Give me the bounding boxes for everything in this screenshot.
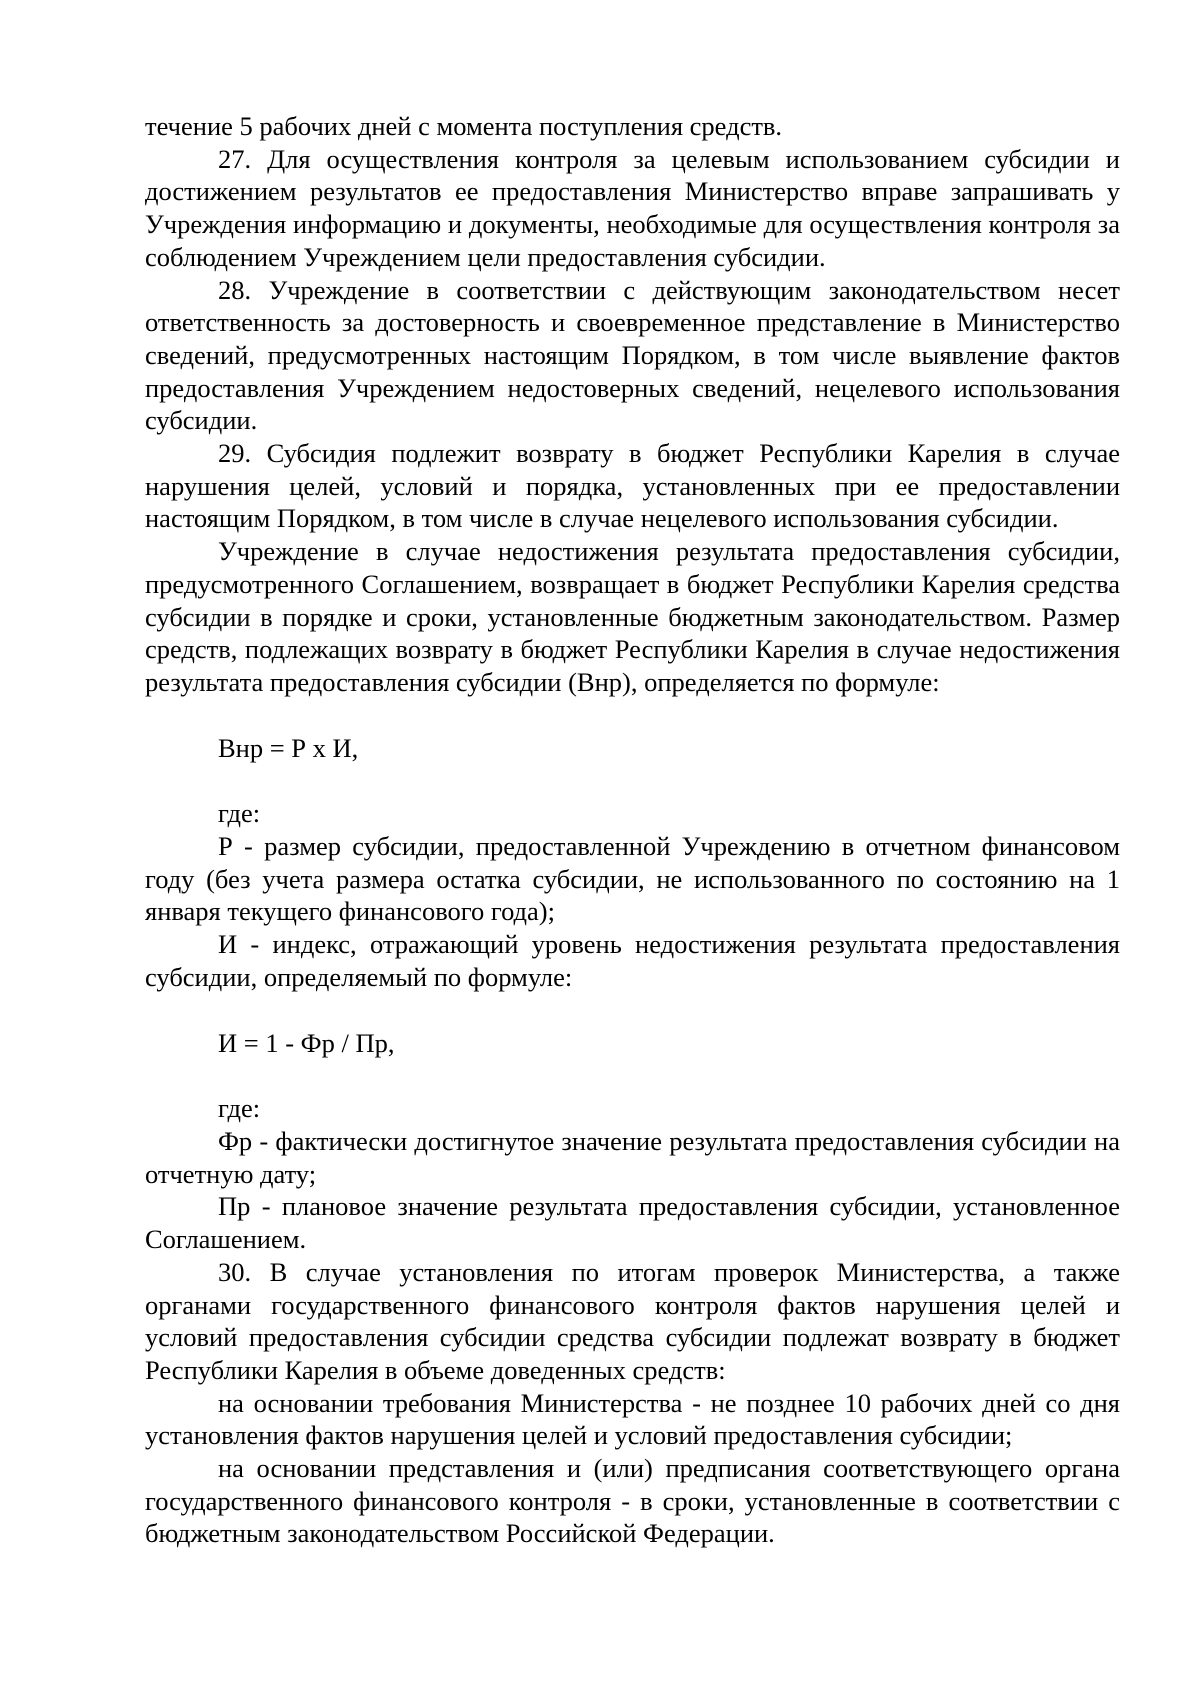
definition-p: Р - размер субсидии, предоставленной Учреждению в отчетном финансовом году (без учета размера остатка субсидии, не использованного по состоянию на 1 января текущего финансового года); [145,831,1120,927]
definition-i: И - индекс, отражающий уровень недостижения результата предоставления субсидии, определяемый по формуле: [145,929,1120,992]
paragraph-30-control: на основании представления и (или) предписания соответствующего органа государственного финансового контроля - в сроки, установленные в соответствии с бюджетным законодательством Российской Федерации. [145,1453,1120,1549]
definition-pr: Пр - плановое значение результата предоставления субсидии, установленное Соглашением. [145,1191,1120,1255]
paragraph-30: 30. В случае установления по итогам проверок Министерства, а также органами государственного финансового контроля фактов нарушения целей и условий предоставления субсидии средства субсидии подлежат возврату в бюджет Республики Карелия в объеме доведенных средств: [145,1256,1120,1385]
paragraph-27: 27. Для осуществления контроля за целевым использованием субсидии и достижением результатов ее предоставления Министерство вправе запрашивать у Учреждения информацию и документы, необходимые для осуществления контроля за соблюдением Учреждением цели предоставления субсидии. [145,143,1120,272]
paragraph-29: 29. Субсидия подлежит возврату в бюджет Республики Карелия в случае нарушения целей, условий и порядка, установленных при ее предоставлении настоящим Порядком, в том числе в случае нецелевого использования субсидии. [145,438,1120,534]
where-label-2: где: [218,1093,261,1124]
formula-i: И = 1 - Фр / Пр, [218,1027,395,1058]
definition-fr: Фр - фактически достигнутое значение результата предоставления субсидии на отчетную дату; [145,1125,1120,1189]
formula-vnr: Внр = Р х И, [218,732,359,763]
where-label-1: где: [218,798,261,829]
paragraph-30-ministry: на основании требования Министерства - не позднее 10 рабочих дней со дня установления фактов нарушения целей и условий предоставления субсидии; [145,1387,1120,1451]
document-page [145,110,1120,1550]
paragraph-29-return: Учреждение в случае недостижения результата предоставления субсидии, предусмотренного Соглашением, возвращает в бюджет Республики Карелия средства субсидии в порядке и сроки, установленные бюджетным законодательством. Размер средств, подлежащих возврату в бюджет Республики Карелия в случае недостижения результата предоставления субсидии (Внр), определяется по формуле: [145,536,1120,697]
paragraph-28: 28. Учреждение в соответствии с действующим законодательством несет ответственность за достоверность и своевременное представление в Министерство сведений, предусмотренных настоящим Порядком, в том числе выявление фактов предоставления Учреждением недостоверных сведений, нецелевого использования субсидии. [145,274,1120,436]
paragraph-continuation: течение 5 рабочих дней с момента поступления средств. [145,111,783,141]
